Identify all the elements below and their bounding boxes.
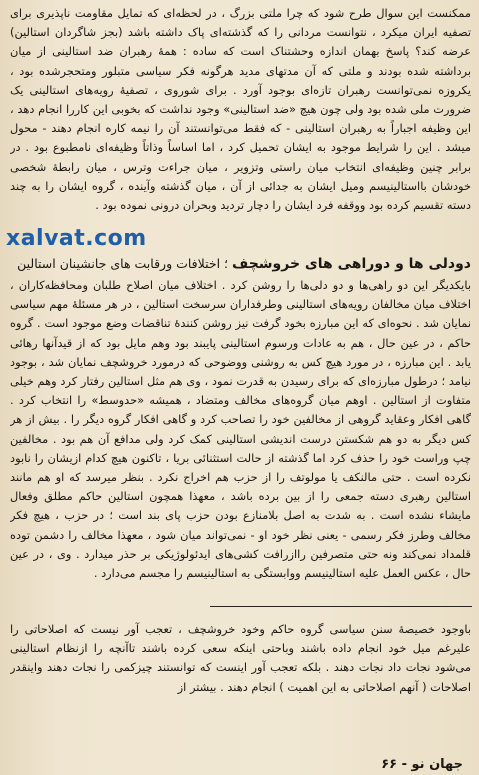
page-footer: جهان نو - ۶۶ xyxy=(381,757,463,772)
section-heading xyxy=(10,254,471,274)
section-heading-rest: ؛ اختلافات ورقابت های جانشینان استالین xyxy=(17,256,233,271)
paragraph-3: باوجود خصیصهٔ سنن سیاسی گروه حاکم وخود خروشچف ، تعجب آور نیست که اصلاحاتی را علیرغم میل خود انجام داده باشند وباحتی اینکه سعی کرده باشند تاآنچه را ازنظام استالینی می‌شود نجات داد نجات دهند . بلکه تعجب آور اینست که توانستند چیزکمی را نجات دهند واینقدر اصلاحات ( آنهم اصلاحاتی به این اهمیت ) انجام دهند . بیشتر از xyxy=(10,622,471,694)
section-divider xyxy=(210,606,472,607)
paragraph-1: ممکنست این سوال طرح شود که چرا ملتی بزرگ ، در لحظه‌ای که تمایل مقاومت ناپذیری برای تصفیه ایران میکرد ، نتوانست مردانی را که گذشته‌ای پاک داشته باشد (بجز شاگردان استالین) عرضه کند؟ پاسخ بهمان اندازه وحشتناک است که ساده : همهٔ رهبران ضد استالینی از میان برداشته شده بودند و ملتی که آن مدتهای مدید هرگونه فکر سیاسی متبلور ومتحجرشده بود ، یکروزه نمی‌توانست رهبران تازه‌ای بوجود آورد . برای شوروی ، تصفیهٔ رویه‌های استالینی یک ضرورت ملی شده بود ولی چون هیچ «ضد استالینی» وجود نداشت که بخوبی این کاررا انجام دهد ، این وظیفه اجباراً به رهبران استالینی - که فقط می‌توانستند آن را نیمه کاره انجام دهند - محول میشد . این را شرایط موجود به ایشان تحمیل کرد ، اما اساساً وذاتاً وظیفه‌ای نامطبوع بود . در برابر چنین وظیفه‌ای انتخاب میان راستی وتزویر ، میان جراءت وترس ، میان رابطهٔ شخصی خودشان بااستالینیسم ومیل ایشان به جدائی از آن ، میان گذشته وآینده ، گروه ایشان را به چند دسته تقسیم کرده بود ووقفه فرد ایشان را دچار تردید وبحران درونی نموده بود . xyxy=(10,6,471,213)
section-heading-bold: دودلی ها و دوراهی های خروشچف xyxy=(232,256,471,272)
watermark: xalvat.com xyxy=(6,226,147,251)
paragraph-2: بایکدیگر این دو راهی‌ها و دو دلی‌ها را روشن کرد . اختلاف میان اصلاح طلبان ومحافظه‌کاران ، اختلاف میان مخالفان رویه‌های استالینی وطرفداران سرسخت استالین ، در هر مسئلهٔ مهم سیاسی نمایان شد . نحوه‌ای که این مبارزه بخود گرفت نیز روشن کنندهٔ تناقضات وضع موجود است . گروه حاکم ، در عین حال ، هم به عادات ورسوم استالینی پایبند بود وهم مایل بود که از قیدآنها رهائی یابد . این مبارزه ، در مورد هیچ کس به روشنی ووضوحی که درمورد خروشچف نمایان شد ، بوجود نیامد ؛ درطول مبارزه‌ای که برای رسیدن به قدرت نمود ، وی هم مثل استالین رفتار کرد وهم خیلی متفاوت از استالین . اوهم میان گروه‌های مخالف ومتضاد ، همیشه «حدوسط» را انتخاب کرد . گاهی افکار وعقاید گروهی از مخالفین خود را تصاحب کرد و گاهی افکار گروه دیگر را . بیش از هر کس دیگر به دو هم شکستن درست اندیشی استالینی کمک کرد ولی مدافع آن هم بود . مخالفین چپ وراست خود را حذف کرد اما گذشته از حالت استثنائی بریا ، تاکنون هیچ کدام ازیشان را نابود نکرده است . حتی مالنکف یا مولوتف را از حزب هم اخراج نکرد . بنظر میرسد که او هم مانند استالین رهبری دسته جمعی را از بین برده باشد ، معهذا همچون استالین حاکم مطلق وفعال مایشاء نشده است . به شدت به اصل بلامنازع بودن حزب پای بند است ؛ در حزب ، هیچ فکر مخالف وطرز فکر رسمی - یعنی نظر خود او - نمی‌تواند میان شود ، معهذا مخالف را دشمن توده قلمداد نمی‌کند ونه حتی متصرفین راازرافت کشی‌های ایدئولوژیکی بر حذر میدارد . وی ، در عین حال ، عکس العمل علیه استالینیسم ووابستگی به استالینیسم را مجسم می‌دارد . xyxy=(10,278,471,581)
